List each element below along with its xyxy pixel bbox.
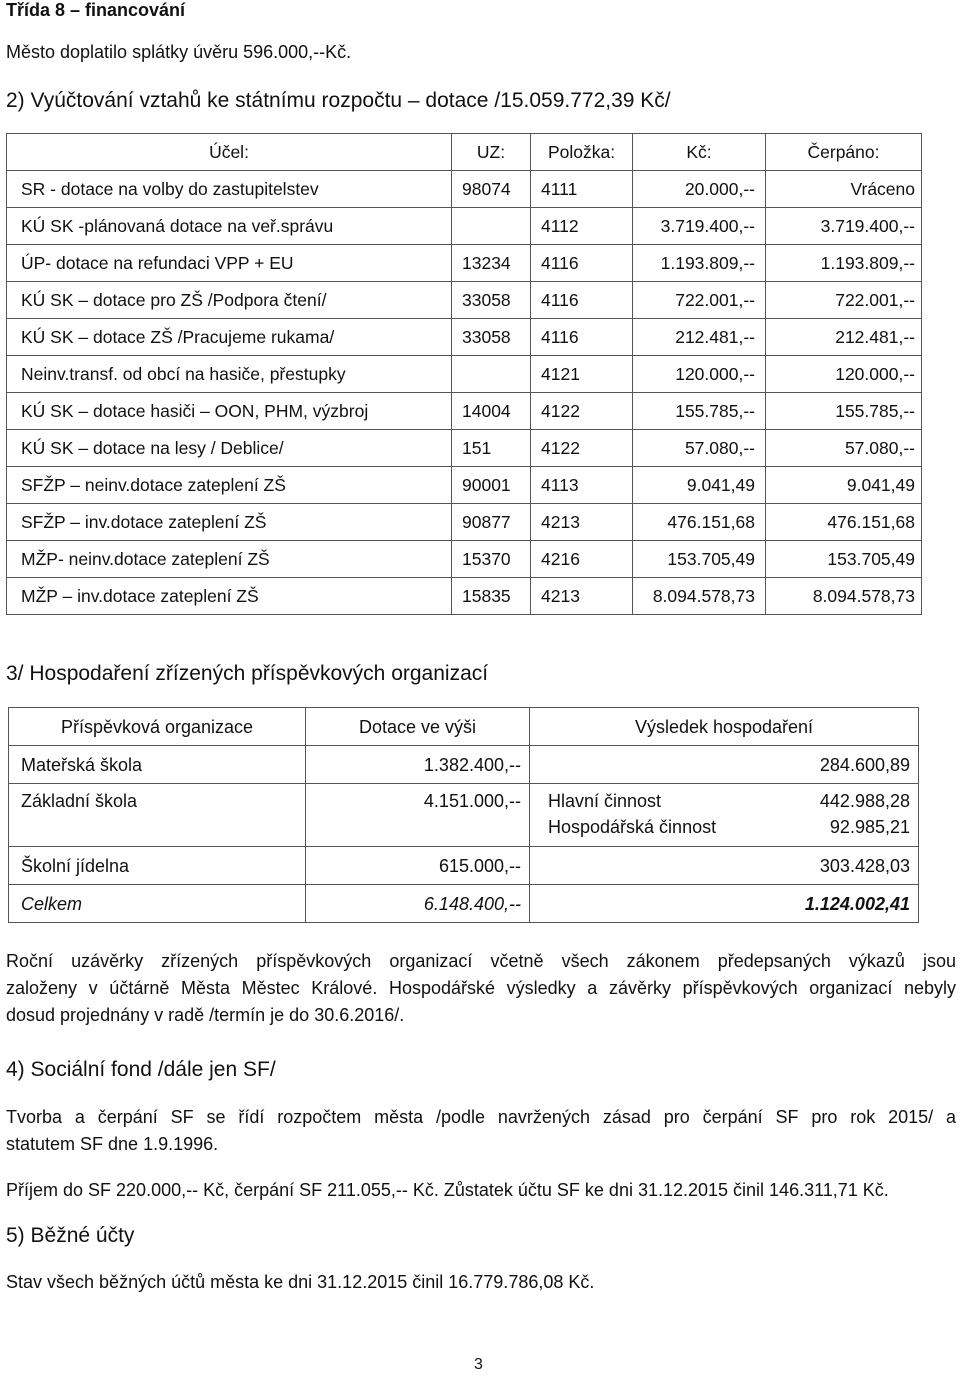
- organizations-table: [8, 707, 919, 923]
- cell-cerpano: 1.193.809,--: [766, 245, 922, 282]
- table-row: [7, 541, 922, 578]
- cell-kc: 120.000,--: [633, 356, 766, 393]
- subsidy-table-header: [7, 134, 922, 171]
- org-vysledek: 303.428,03: [530, 847, 919, 885]
- cell-uz: [452, 356, 531, 393]
- org-name: Školní jídelna: [9, 847, 306, 885]
- paragraph-line: Roční uzávěrky zřízených příspěvkových organizací včetně všech zákonem předepsaných výkazů jsou: [6, 951, 956, 971]
- total-label: Celkem: [9, 885, 306, 923]
- section3-paragraph: [6, 948, 956, 1029]
- cell-polozka: 4122: [531, 393, 633, 430]
- cell-polozka: 4112: [531, 208, 633, 245]
- cell-ucel: MŽP – inv.dotace zateplení ZŠ: [7, 578, 452, 615]
- cell-polozka: 4113: [531, 467, 633, 504]
- cell-uz: 90877: [452, 504, 531, 541]
- cell-uz: 33058: [452, 282, 531, 319]
- cell-cerpano: 9.041,49: [766, 467, 922, 504]
- cell-polozka: 4116: [531, 282, 633, 319]
- cell-uz: 13234: [452, 245, 531, 282]
- page-number: 3: [474, 1356, 483, 1373]
- table-row: [7, 467, 922, 504]
- org-dotace: 1.382.400,--: [306, 746, 530, 784]
- cell-polozka: 4121: [531, 356, 633, 393]
- cell-cerpano: 155.785,--: [766, 393, 922, 430]
- section5-heading: 5) Běžné účty: [6, 1224, 135, 1247]
- cell-kc: 476.151,68: [633, 504, 766, 541]
- header-vysledek: Výsledek hospodaření: [530, 708, 919, 746]
- organizations-table-header: [9, 708, 919, 746]
- cell-ucel: SR - dotace na volby do zastupitelstev: [7, 171, 452, 208]
- cell-ucel: KÚ SK – dotace ZŠ /Pracujeme rukama/: [7, 319, 452, 356]
- cell-ucel: KÚ SK – dotace pro ZŠ /Podpora čtení/: [7, 282, 452, 319]
- subsidy-table: [6, 133, 922, 615]
- paragraph-line: statutem SF dne 1.9.1996.: [6, 1134, 219, 1154]
- cell-cerpano: 120.000,--: [766, 356, 922, 393]
- cell-polozka: 4213: [531, 504, 633, 541]
- header-ucel: Účel:: [7, 134, 452, 171]
- class8-text: Město doplatilo splátky úvěru 596.000,--Kč.: [6, 42, 352, 62]
- hospodarska-cinnost-value: 92.985,21: [829, 817, 910, 837]
- cell-cerpano: 153.705,49: [766, 541, 922, 578]
- cell-kc: 8.094.578,73: [633, 578, 766, 615]
- table-row: [7, 393, 922, 430]
- cell-uz: 15370: [452, 541, 531, 578]
- table-row-total: [9, 885, 919, 923]
- cell-uz: 15835: [452, 578, 531, 615]
- cell-cerpano: 212.481,--: [766, 319, 922, 356]
- cell-kc: 155.785,--: [633, 393, 766, 430]
- table-row: [9, 784, 919, 847]
- hlavni-cinnost-value: 442.988,28: [819, 791, 910, 811]
- table-row: [7, 430, 922, 467]
- section4-paragraph: [6, 1104, 956, 1158]
- cell-cerpano: 8.094.578,73: [766, 578, 922, 615]
- cell-kc: 153.705,49: [633, 541, 766, 578]
- cell-uz: 98074: [452, 171, 531, 208]
- cell-polozka: 4216: [531, 541, 633, 578]
- cell-cerpano: Vráceno: [766, 171, 922, 208]
- cell-cerpano: 476.151,68: [766, 504, 922, 541]
- cell-kc: 212.481,--: [633, 319, 766, 356]
- header-cerpano: Čerpáno:: [766, 134, 922, 171]
- table-row: [7, 578, 922, 615]
- cell-cerpano: 57.080,--: [766, 430, 922, 467]
- cell-polozka: 4111: [531, 171, 633, 208]
- org-dotace: 4.151.000,--: [306, 784, 530, 847]
- table-row: [7, 319, 922, 356]
- cell-ucel: KÚ SK – dotace hasiči – OON, PHM, výzbroj: [7, 393, 452, 430]
- section2-heading: 2) Vyúčtování vztahů ke státnímu rozpočtu – dotace /15.059.772,39 Kč/: [6, 89, 671, 112]
- org-name: Základní škola: [9, 784, 306, 847]
- table-row: [7, 208, 922, 245]
- cell-polozka: 4213: [531, 578, 633, 615]
- section5-text: Stav všech běžných účtů města ke dni 31.12.2015 činil 16.779.786,08 Kč.: [6, 1272, 595, 1292]
- class8-heading: Třída 8 – financování: [6, 0, 186, 20]
- cell-kc: 722.001,--: [633, 282, 766, 319]
- header-kc: Kč:: [633, 134, 766, 171]
- total-dotace: 6.148.400,--: [306, 885, 530, 923]
- org-vysledek: 284.600,89: [530, 746, 919, 784]
- cell-ucel: ÚP- dotace na refundaci VPP + EU: [7, 245, 452, 282]
- header-organizace: Příspěvková organizace: [9, 708, 306, 746]
- cell-ucel: SFŽP – inv.dotace zateplení ZŠ: [7, 504, 452, 541]
- cell-ucel: MŽP- neinv.dotace zateplení ZŠ: [7, 541, 452, 578]
- cell-kc: 57.080,--: [633, 430, 766, 467]
- section4-heading: 4) Sociální fond /dále jen SF/: [6, 1058, 276, 1081]
- org-name: Mateřská škola: [9, 746, 306, 784]
- paragraph-line: dosud projednány v radě /termín je do 30.6.2016/.: [6, 1005, 405, 1025]
- cell-uz: 33058: [452, 319, 531, 356]
- cell-kc: 20.000,--: [633, 171, 766, 208]
- cell-polozka: 4122: [531, 430, 633, 467]
- table-row: [7, 171, 922, 208]
- table-row: [7, 356, 922, 393]
- org-vysledek-split: [530, 784, 919, 847]
- total-vysledek: 1.124.002,41: [530, 885, 919, 923]
- cell-uz: [452, 208, 531, 245]
- cell-polozka: 4116: [531, 245, 633, 282]
- table-row: [9, 847, 919, 885]
- cell-ucel: KÚ SK -plánovaná dotace na veř.správu: [7, 208, 452, 245]
- paragraph-line: Tvorba a čerpání SF se řídí rozpočtem města /podle navržených zásad pro čerpání SF pro rok 2015/ a: [6, 1107, 956, 1127]
- cell-ucel: Neinv.transf. od obcí na hasiče, přestupky: [7, 356, 452, 393]
- cell-cerpano: 3.719.400,--: [766, 208, 922, 245]
- cell-cerpano: 722.001,--: [766, 282, 922, 319]
- cell-kc: 9.041,49: [633, 467, 766, 504]
- cell-uz: 14004: [452, 393, 531, 430]
- section3-heading: 3/ Hospodaření zřízených příspěvkových organizací: [6, 662, 489, 685]
- paragraph-line: založeny v účtárně Města Městec Králové. Hospodářské výsledky a závěrky příspěvkových organizací nebyly: [6, 978, 956, 998]
- hospodarska-cinnost-label: Hospodářská činnost: [548, 817, 717, 837]
- cell-kc: 3.719.400,--: [633, 208, 766, 245]
- org-dotace: 615.000,--: [306, 847, 530, 885]
- cell-ucel: KÚ SK – dotace na lesy / Deblice/: [7, 430, 452, 467]
- table-row: [7, 282, 922, 319]
- table-row: [7, 245, 922, 282]
- hlavni-cinnost-label: Hlavní činnost: [548, 791, 662, 811]
- cell-kc: 1.193.809,--: [633, 245, 766, 282]
- header-dotace: Dotace ve výši: [306, 708, 530, 746]
- header-polozka: Položka:: [531, 134, 633, 171]
- table-row: [7, 504, 922, 541]
- section4-income-line: Příjem do SF 220.000,-- Kč, čerpání SF 211.055,-- Kč. Zůstatek účtu SF ke dni 31.12.2015 činil 146.311,71 Kč.: [6, 1180, 889, 1200]
- cell-polozka: 4116: [531, 319, 633, 356]
- cell-ucel: SFŽP – neinv.dotace zateplení ZŠ: [7, 467, 452, 504]
- header-uz: UZ:: [452, 134, 531, 171]
- cell-uz: 90001: [452, 467, 531, 504]
- cell-uz: 151: [452, 430, 531, 467]
- table-row: [9, 746, 919, 784]
